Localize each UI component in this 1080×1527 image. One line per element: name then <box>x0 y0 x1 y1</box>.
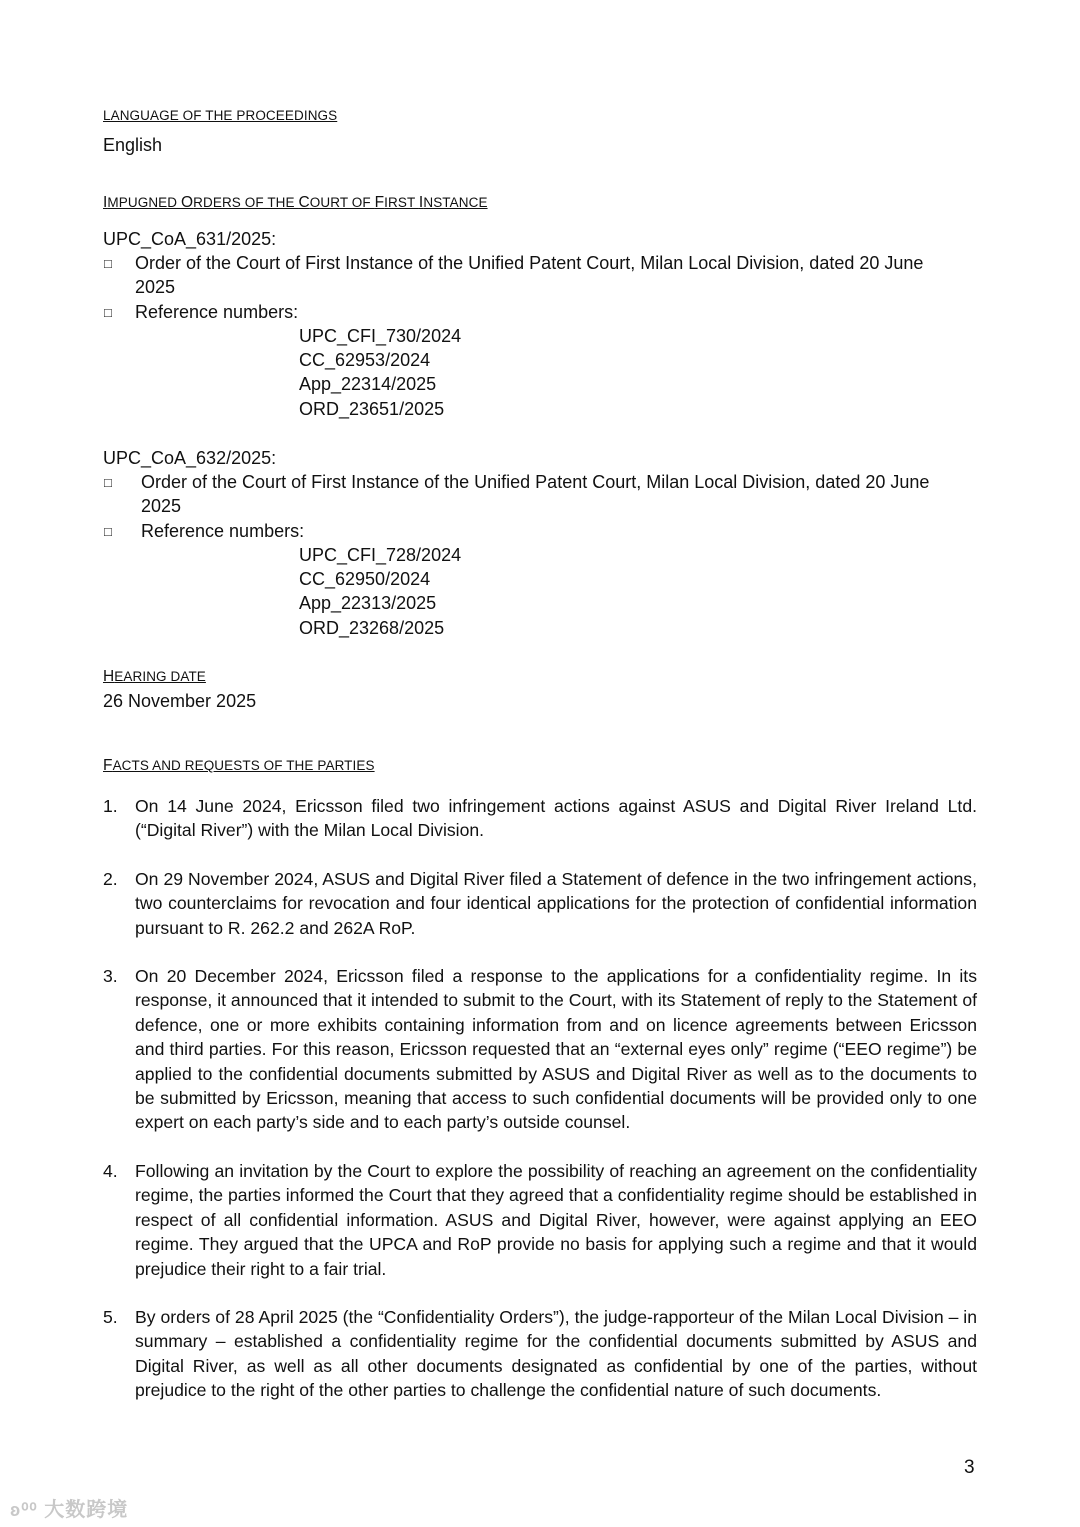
reference-number: CC_62953/2024 <box>299 350 431 370</box>
watermark <box>10 1493 128 1522</box>
case-title: UPC_CoA_631/2025: <box>103 229 277 249</box>
watermark-text: 大数跨境 <box>44 1499 129 1521</box>
reference-number: App_22314/2025 <box>299 374 437 394</box>
bullet-icon: □ <box>104 524 112 539</box>
paragraph-number: 1. <box>103 796 118 816</box>
reference-label: Reference numbers: <box>141 521 305 541</box>
language-heading: LANGUAGE OF THE PROCEEDINGS <box>103 108 338 123</box>
order-description-cont: 2025 <box>141 496 182 516</box>
reference-number: ORD_23268/2025 <box>299 618 445 638</box>
bullet-icon: □ <box>104 305 112 320</box>
hearing-date-heading: HEARING DATE <box>103 668 206 685</box>
language-value: English <box>103 135 163 155</box>
order-description-cont: 2025 <box>135 277 176 297</box>
reference-label: Reference numbers: <box>135 302 299 322</box>
order-description: Order of the Court of First Instance of the Unified Patent Court, Milan Local Division, dated 20 June <box>135 253 924 273</box>
paragraph-number: 3. <box>103 966 118 986</box>
paragraph-number: 5. <box>103 1307 118 1327</box>
paragraph-text: On 14 June 2024, Ericsson filed two infringement actions against ASUS and Digital River Ireland Ltd. (“Digital River”) with the Milan Local Division. <box>135 796 977 841</box>
reference-number: ORD_23651/2025 <box>299 399 445 419</box>
impugned-orders-heading: IMPUGNED ORDERS OF THE COURT OF FIRST INSTANCE <box>103 194 488 211</box>
paragraph-text: By orders of 28 April 2025 (the “Confidentiality Orders”), the judge-rapporteur of the Milan Local Division – in summary – established a confidentiality regime for the confidential documents submitted by ASUS and Digital River, as well as all other documents designated as confidential by one of the parties, without prejudice to the right of the other parties to challenge the confidential nature of such documents. <box>135 1307 977 1401</box>
reference-number: CC_62950/2024 <box>299 569 431 589</box>
order-description: Order of the Court of First Instance of the Unified Patent Court, Milan Local Division, dated 20 June <box>141 472 930 492</box>
bullet-icon: □ <box>104 475 112 490</box>
paragraph-text: Following an invitation by the Court to explore the possibility of reaching an agreement on the confidentiality regime, the parties informed the Court that they agreed that a confidentiality regime should be established in respect of all confidential information. ASUS and Digital River, however, were against applying an EEO regime. They argued that the UPCA and RoP provide no basis for applying such a regime and that it would prejudice their right to a fair trial. <box>135 1161 977 1279</box>
facts-heading: FACTS AND REQUESTS OF THE PARTIES <box>103 757 375 774</box>
paragraph-text: On 20 December 2024, Ericsson filed a response to the applications for a confidentiality regime. In its response, it announced that it intended to submit to the Court, with its Statement of reply to the Statement of defence, one or more exhibits containing information from and on licence agreements between Ericsson and third parties. For this reason, Ericsson requested that an “external eyes only” regime (“EEO regime”) be applied to the confidential documents submitted by ASUS and Digital River as well as to the documents to be submitted by Ericsson, meaning that access to such confidential documents will be provided only to one expert on each party’s side and to each party’s outside counsel. <box>135 966 977 1133</box>
page-number: 3 <box>964 1457 975 1478</box>
reference-number: App_22313/2025 <box>299 593 437 613</box>
paragraph-text: On 29 November 2024, ASUS and Digital River filed a Statement of defence in the two infringement actions, two counterclaims for revocation and four identical applications for the protection of confidential information pursuant to R. 262.2 and 262A RoP. <box>135 869 977 938</box>
paragraph-number: 4. <box>103 1161 118 1181</box>
reference-number: UPC_CFI_728/2024 <box>299 545 462 565</box>
case-title: UPC_CoA_632/2025: <box>103 448 277 468</box>
paragraph-number: 2. <box>103 869 118 889</box>
hearing-date-value: 26 November 2025 <box>103 691 257 711</box>
watermark-logo-icon: ʚ⁰⁰ <box>10 1500 38 1520</box>
bullet-icon: □ <box>104 256 112 271</box>
reference-number: UPC_CFI_730/2024 <box>299 326 462 346</box>
